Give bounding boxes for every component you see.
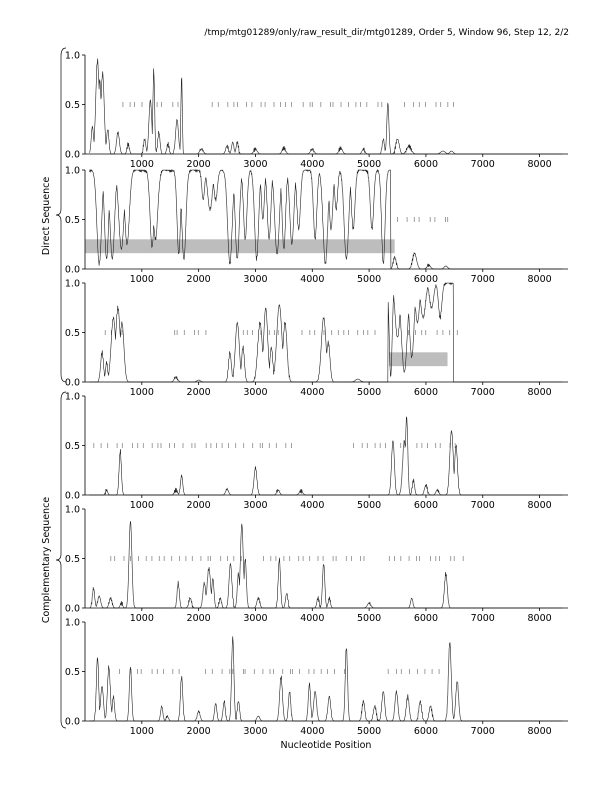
- series-line-panel-3: [90, 283, 563, 382]
- x-tick-label-panel-4: 2000: [186, 500, 211, 511]
- x-tick-label-panel-4: 5000: [357, 500, 382, 511]
- x-tick-label-panel-6: 1000: [129, 726, 154, 737]
- marks-panel-4-seg-3: [401, 443, 456, 448]
- x-tick-label-panel-6: 6000: [413, 726, 439, 737]
- x-tick-label-panel-2: 4000: [300, 274, 325, 285]
- y-tick-label-panel-4: 0.5: [64, 441, 80, 452]
- x-tick-label-panel-6: 2000: [186, 726, 211, 737]
- x-tick-label-panel-3: 2000: [186, 387, 211, 398]
- marks-panel-4-seg-1: [94, 443, 292, 448]
- x-tick-label-panel-2: 3000: [243, 274, 268, 285]
- series-line-panel-5: [90, 521, 563, 608]
- marks-panel-3-seg-5: [409, 330, 458, 335]
- x-tick-label-panel-3: 8000: [527, 387, 552, 398]
- series-line-panel-1: [90, 59, 563, 155]
- highlight-bar-panel-2: [85, 239, 395, 253]
- x-tick-label-panel-1: 6000: [413, 159, 439, 170]
- y-tick-label-panel-2: 0.5: [64, 215, 80, 226]
- y-tick-label-panel-1: 0.0: [64, 149, 80, 161]
- marks-panel-6-seg-2: [206, 669, 345, 674]
- marks-panel-3-seg-2: [175, 330, 206, 335]
- y-tick-label-panel-1: 0.5: [64, 100, 80, 111]
- y-tick-label-panel-5: 1.0: [64, 504, 80, 516]
- x-tick-label-panel-3: 6000: [413, 387, 439, 398]
- y-tick-label-panel-6: 0.5: [64, 667, 80, 678]
- x-tick-label-panel-4: 7000: [470, 500, 495, 511]
- y-tick-label-panel-4: 0.0: [64, 490, 80, 502]
- x-tick-label-panel-2: 6000: [413, 274, 439, 285]
- x-tick-label-panel-1: 5000: [357, 159, 382, 170]
- y-tick-label-panel-3: 1.0: [64, 278, 80, 290]
- panel-6: [65, 618, 568, 738]
- x-tick-label-panel-4: 1000: [129, 500, 154, 511]
- x-tick-label-panel-6: 8000: [527, 726, 552, 737]
- x-tick-label-panel-5: 4000: [300, 613, 325, 624]
- panel-3: [65, 279, 568, 399]
- x-tick-label-panel-3: 1000: [129, 387, 154, 398]
- x-tick-label-panel-1: 7000: [470, 159, 495, 170]
- panels: [65, 51, 568, 738]
- x-tick-label-panel-2: 5000: [357, 274, 382, 285]
- header-title: /tmp/mtg01289/only/raw_result_dir/mtg01289, Order 5, Window 96, Step 12, 2/2: [204, 28, 569, 38]
- complementary-sequence-label: Complementary Sequence: [41, 496, 52, 624]
- marks-panel-1-seg-2: [212, 102, 382, 107]
- y-tick-label-panel-2: 0.0: [64, 264, 80, 276]
- x-tick-label-panel-6: 3000: [243, 726, 268, 737]
- highlight-bar-panel-3: [389, 352, 448, 366]
- x-tick-label-panel-2: 2000: [186, 274, 211, 285]
- marks-panel-6-seg-3: [388, 669, 439, 674]
- marks-panel-3-seg-4: [302, 330, 375, 335]
- y-tick-label-panel-6: 0.0: [64, 716, 80, 728]
- marks-panel-5-seg-1: [111, 556, 241, 561]
- marks-panel-2-seg-1: [398, 217, 448, 222]
- x-tick-label-panel-5: 7000: [470, 613, 495, 624]
- y-tick-label-panel-3: 0.0: [64, 377, 80, 389]
- x-tick-label-panel-5: 1000: [129, 613, 154, 624]
- panel-2: [65, 166, 568, 286]
- x-tick-label-panel-3: 4000: [300, 387, 325, 398]
- y-tick-label-panel-1: 1.0: [64, 50, 80, 62]
- x-tick-label-panel-5: 6000: [413, 613, 439, 624]
- panel-5: [65, 505, 568, 625]
- series-line-panel-6: [90, 636, 563, 721]
- panel-4: [65, 392, 568, 512]
- x-tick-label-panel-4: 4000: [300, 500, 325, 511]
- direct-sequence-label: Direct Sequence: [41, 176, 52, 256]
- x-tick-label-panel-6: 5000: [357, 726, 382, 737]
- y-tick-label-panel-6: 1.0: [64, 617, 80, 629]
- marks-panel-1-seg-3: [405, 102, 454, 107]
- x-tick-label-panel-2: 1000: [129, 274, 154, 285]
- x-tick-label-panel-4: 8000: [527, 500, 552, 511]
- series-line-panel-4: [90, 417, 563, 495]
- x-tick-label-panel-1: 2000: [186, 159, 211, 170]
- x-tick-label-panel-2: 7000: [470, 274, 495, 285]
- x-tick-label-panel-1: 1000: [129, 159, 154, 170]
- x-tick-label-panel-3: 7000: [470, 387, 495, 398]
- x-tick-label-panel-5: 2000: [186, 613, 211, 624]
- y-tick-label-panel-2: 1.0: [64, 165, 80, 177]
- series-line-panel-2: [90, 170, 563, 269]
- x-tick-label-panel-5: 8000: [527, 613, 552, 624]
- panel-1: [65, 51, 568, 171]
- x-axis-label: Nucleotide Position: [280, 740, 372, 751]
- x-tick-label-panel-3: 3000: [243, 387, 268, 398]
- marks-panel-3-seg-3: [243, 330, 278, 335]
- y-tick-label-panel-3: 0.5: [64, 328, 80, 339]
- y-tick-label-panel-5: 0.0: [64, 603, 80, 615]
- x-tick-label-panel-6: 4000: [300, 726, 325, 737]
- marks-panel-4-seg-2: [354, 443, 386, 448]
- x-tick-label-panel-1: 8000: [527, 159, 552, 170]
- marks-panel-6-seg-1: [120, 669, 180, 674]
- y-tick-label-panel-5: 0.5: [64, 554, 80, 565]
- x-tick-label-panel-4: 3000: [243, 500, 268, 511]
- x-tick-label-panel-2: 8000: [527, 274, 552, 285]
- x-tick-label-panel-5: 5000: [357, 613, 382, 624]
- y-tick-label-panel-4: 1.0: [64, 391, 80, 403]
- x-tick-label-panel-1: 4000: [300, 159, 325, 170]
- marks-panel-3-seg-1: [105, 330, 122, 335]
- x-tick-label-panel-5: 3000: [243, 613, 268, 624]
- marks-panel-1-seg-1: [123, 102, 178, 107]
- x-tick-label-panel-1: 3000: [243, 159, 268, 170]
- x-tick-label-panel-6: 7000: [470, 726, 495, 737]
- x-tick-label-panel-4: 6000: [413, 500, 439, 511]
- marks-panel-5-seg-2: [263, 556, 364, 561]
- marks-panel-5-seg-3: [389, 556, 463, 561]
- x-tick-label-panel-3: 5000: [357, 387, 382, 398]
